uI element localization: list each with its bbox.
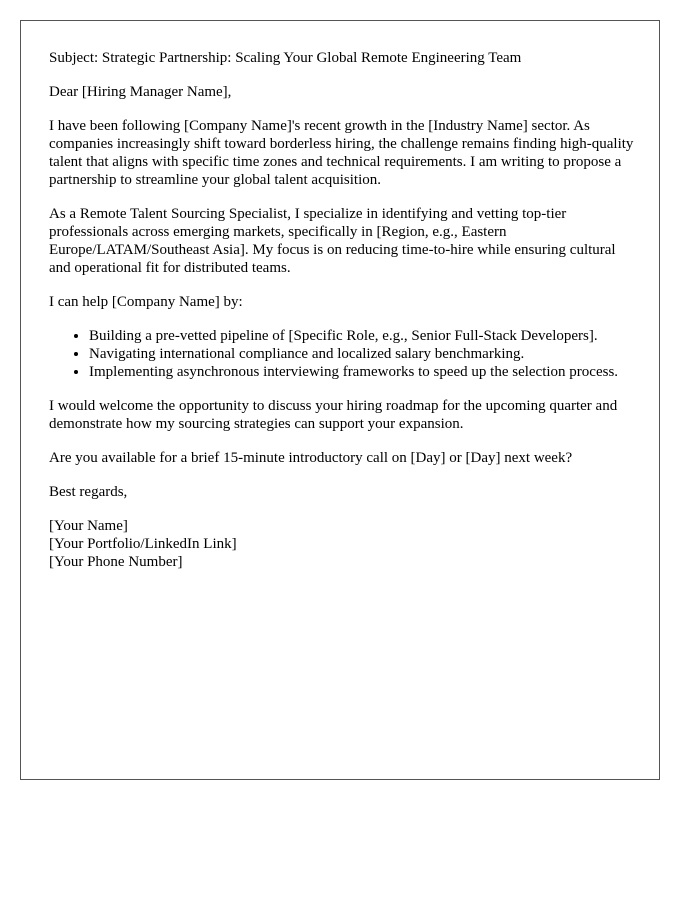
call-request-paragraph: Are you available for a brief 15-minute introductory call on [Day] or [Day] next week? bbox=[49, 450, 573, 466]
list-intro: I can help [Company Name] by: bbox=[49, 294, 243, 310]
signature-portfolio: [Your Portfolio/LinkedIn Link] bbox=[49, 536, 237, 552]
intro-paragraph: I have been following [Company Name]'s recent growth in the [Industry Name] sector. As companies increasingly shift toward borderless hiring, the challenge remains finding high-quality talent that aligns with specific time zones and technical requirements. I am writing to propose a partnership to streamline your global talent acquisition. bbox=[49, 118, 634, 188]
services-list bbox=[49, 327, 639, 381]
signature-phone: [Your Phone Number] bbox=[49, 554, 183, 570]
roadmap-paragraph: I would welcome the opportunity to discuss your hiring roadmap for the upcoming quarter and demonstrate how my sourcing strategies can support your expansion. bbox=[49, 398, 618, 432]
sign-off: Best regards, bbox=[49, 484, 128, 500]
subject-line: Subject: Strategic Partnership: Scaling Your Global Remote Engineering Team bbox=[49, 50, 522, 66]
list-item: • Implementing asynchronous interviewing frameworks to speed up the selection process. bbox=[89, 363, 639, 381]
specialization-paragraph: As a Remote Talent Sourcing Specialist, I specialize in identifying and vetting top-tier professionals across emerging markets, specifically in [Region, e.g., Eastern Europe/LATAM/Southeast Asia]. My focus is on reducing time-to-hire while ensuring cultural and operational fit for distributed teams. bbox=[49, 206, 616, 276]
signature-block bbox=[49, 517, 639, 571]
salutation: Dear [Hiring Manager Name], bbox=[49, 84, 232, 100]
list-item: • Navigating international compliance and localized salary benchmarking. bbox=[89, 345, 639, 363]
signature-name: [Your Name] bbox=[49, 518, 128, 534]
list-item: • Building a pre-vetted pipeline of [Specific Role, e.g., Senior Full-Stack Developers]. bbox=[89, 327, 639, 345]
letter-body bbox=[49, 49, 639, 571]
letter-page bbox=[20, 20, 660, 780]
